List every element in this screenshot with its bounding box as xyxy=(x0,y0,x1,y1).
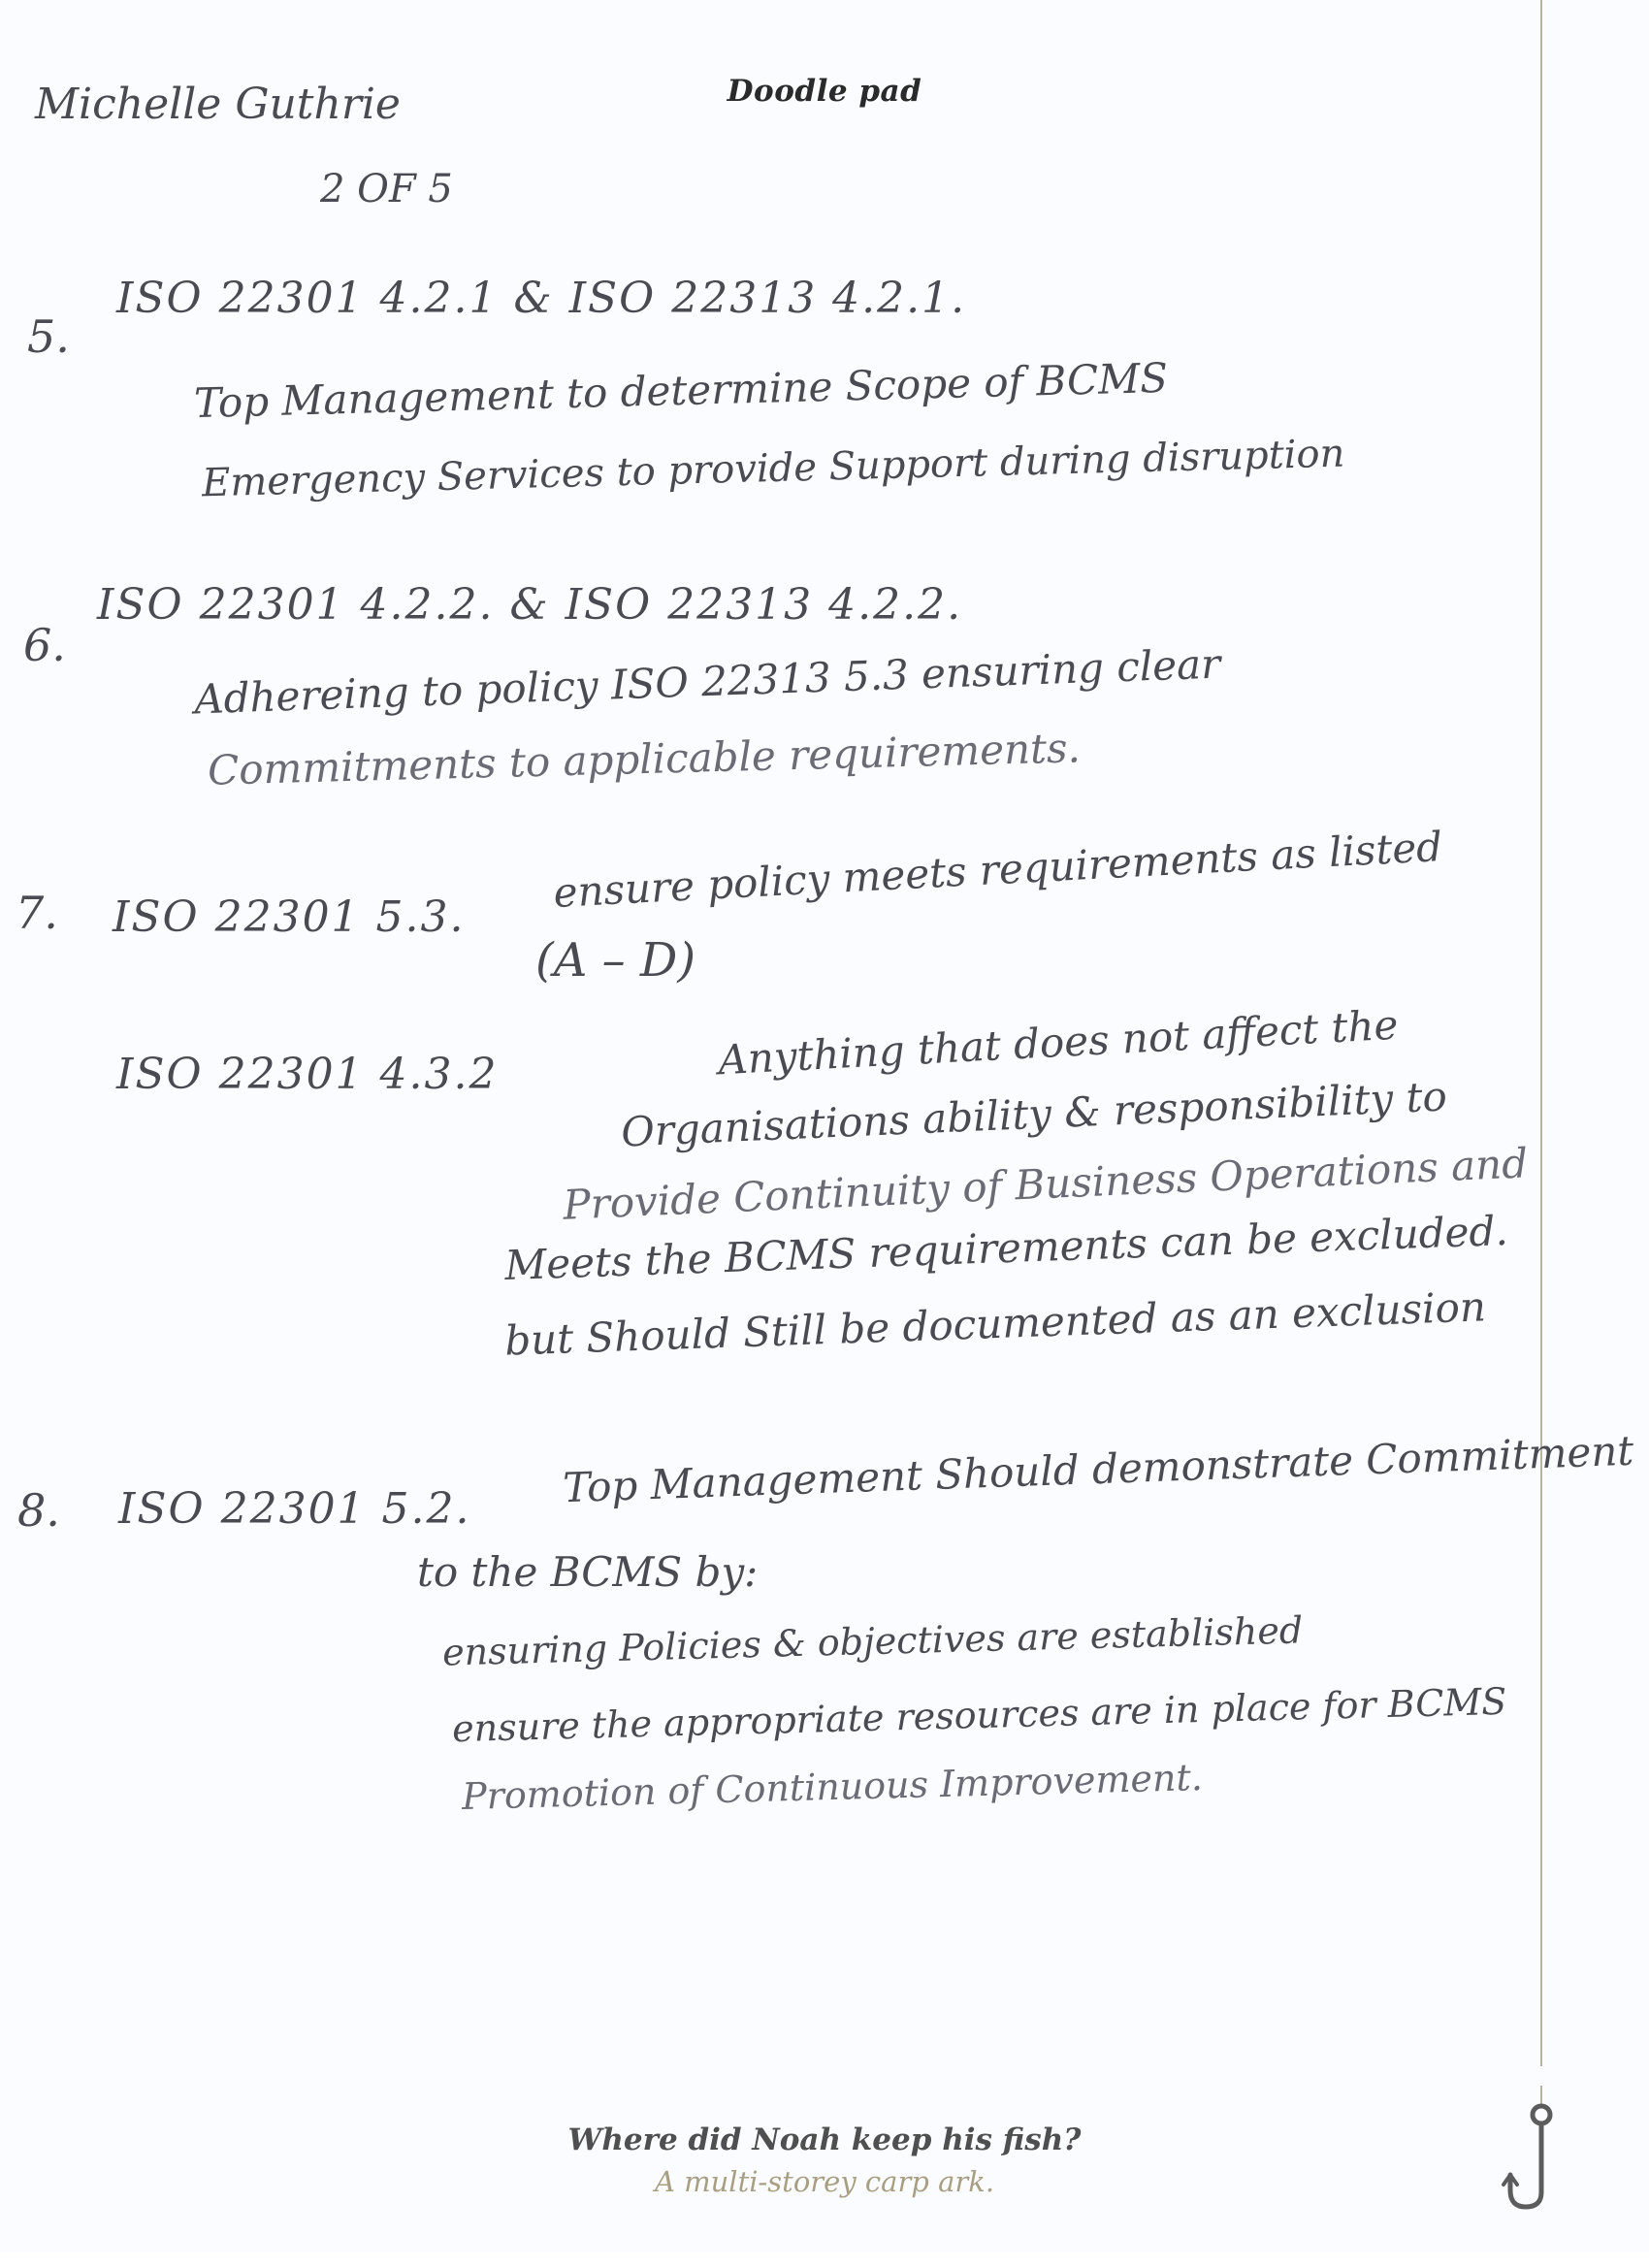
page-bottom-edge xyxy=(0,2252,1649,2268)
author-name: Michelle Guthrie xyxy=(35,80,401,129)
item-8-line-3: ensure the appropriate resources are in place for BCMS xyxy=(451,1679,1507,1751)
item-6-number: 6. xyxy=(23,619,66,671)
item-6-reference: ISO 22301 4.2.2. & ISO 22313 4.2.2. xyxy=(97,580,963,630)
item-7-reference: ISO 22301 5.3. xyxy=(113,892,466,942)
hook-icon xyxy=(1499,2086,1576,2212)
item-6-line-1: Adhereing to policy ISO 22313 5.3 ensuring clear xyxy=(193,639,1221,724)
footer-joke-question: Where did Noah keep his fish? xyxy=(567,2122,1082,2157)
item-7-line-3: Provide Continuity of Business Operations and xyxy=(562,1139,1530,1229)
item-7-line-1: Anything that does not affect the xyxy=(717,1000,1400,1085)
item-7-line-5: but Should Still be documented as an exclusion xyxy=(503,1282,1487,1365)
footer-joke-answer: A multi-storey carp ark. xyxy=(654,2165,995,2198)
margin-line xyxy=(1540,0,1542,2066)
item-7-reference-text: ensure policy meets requirements as listed xyxy=(552,823,1444,917)
item-5-number: 5. xyxy=(27,310,70,363)
item-7-sub: (A – D) xyxy=(535,933,696,988)
item-8-number: 8. xyxy=(17,1484,60,1537)
item-8-line-4: Promotion of Continuous Improvement. xyxy=(461,1756,1204,1818)
item-7-number: 7. xyxy=(16,887,58,939)
item-5-line-2: Emergency Services to provide Support during disruption xyxy=(201,431,1345,506)
pad-title: Doodle pad xyxy=(727,74,922,109)
item-6-line-2: Commitments to applicable requirements. xyxy=(207,724,1082,794)
item-5-line-1: Top Management to determine Scope of BCMS xyxy=(193,353,1169,428)
item-8-reference-text: Top Management Should demonstrate Commitment xyxy=(562,1426,1634,1512)
page-count: 2 OF 5 xyxy=(320,167,453,211)
item-7-line-4: Meets the BCMS requirements can be excluded. xyxy=(503,1206,1509,1290)
item-5-reference: ISO 22301 4.2.1 & ISO 22313 4.2.1. xyxy=(116,274,967,323)
item-8-reference: ISO 22301 5.2. xyxy=(118,1484,471,1534)
item-7-line-2: Organisations ability & responsibility to xyxy=(620,1072,1448,1156)
item-7-reference-2: ISO 22301 4.3.2 xyxy=(116,1050,499,1099)
item-8-line-1: to the BCMS by: xyxy=(417,1548,759,1596)
item-8-line-2: ensuring Policies & objectives are established xyxy=(441,1608,1304,1674)
